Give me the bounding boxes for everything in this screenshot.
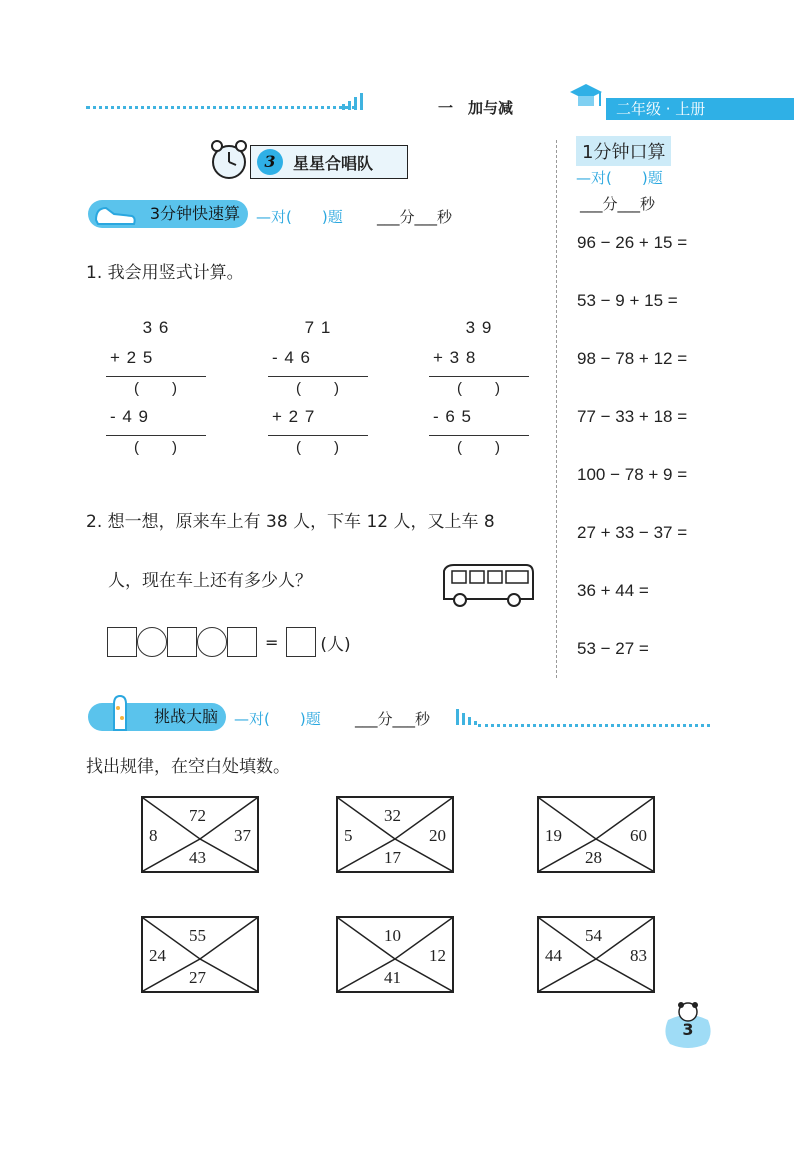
envelope-puzzle — [141, 796, 259, 873]
envelope-left: 44 — [545, 946, 562, 965]
mental-item: 53 − 9 + 15 = — [577, 291, 678, 310]
graduation-cap-icon — [566, 80, 606, 116]
number-box[interactable] — [107, 627, 137, 657]
quick-section-time: ___分___秒 — [377, 208, 453, 226]
q2-line1: 2. 想一想，原来车上有 38 人，下车 12 人，又上车 8 — [86, 512, 495, 532]
challenge-bars-icon — [454, 707, 478, 727]
envelope-right: 20 — [429, 826, 446, 845]
answer-blank[interactable]: ( ) — [134, 439, 178, 456]
envelope-puzzle — [336, 796, 454, 873]
envelope-top: 32 — [384, 806, 401, 825]
envelope-bottom: 28 — [585, 848, 602, 867]
challenge-dotted-line — [478, 724, 710, 727]
equation-blanks — [107, 627, 351, 657]
envelope-bottom: 41 — [384, 968, 401, 987]
mental-item: 98 − 78 + 12 = — [577, 349, 688, 368]
operator-circle[interactable] — [197, 627, 227, 657]
challenge-instruction: 找出规律，在空白处填数。 — [86, 757, 290, 777]
envelope-top: 10 — [384, 926, 401, 945]
mental-time: ___分___秒 — [580, 195, 656, 213]
challenge-score: —对( )题 — [234, 710, 321, 728]
bus-icon — [440, 563, 536, 609]
q1-text: 1. 我会用竖式计算。 — [86, 263, 244, 283]
answer-blank[interactable]: ( ) — [296, 439, 340, 456]
envelope-top: 54 — [585, 926, 602, 945]
grade-tab: 二年级 · 上册 — [606, 98, 794, 120]
envelope-bottom: 27 — [189, 968, 206, 987]
problem-operation: + 2 7 — [272, 407, 316, 426]
envelope-right: 83 — [630, 946, 647, 965]
chapter-title: 一 加与减 — [438, 99, 514, 117]
equals-sign: = — [265, 632, 279, 652]
vertical-problem-3 — [429, 318, 529, 457]
mental-title: 1分钟口算 — [576, 136, 671, 166]
problem-operand: 3 6 — [142, 318, 170, 337]
shoe-icon — [92, 194, 138, 230]
envelope-bottom: 43 — [189, 848, 206, 867]
quick-section-score: —对( )题 — [256, 208, 343, 226]
lesson-title: 星星合唱队 — [293, 153, 374, 173]
alarm-clock-icon — [208, 138, 250, 182]
challenge-title: 挑战大脑 — [153, 707, 218, 726]
answer-blank[interactable]: ( ) — [457, 380, 501, 397]
operator-circle[interactable] — [137, 627, 167, 657]
problem-operation: + 2 5 — [110, 348, 154, 367]
challenge-time: ___分___秒 — [355, 710, 431, 728]
header-dotted-line — [86, 106, 356, 109]
problem-operand: 3 9 — [465, 318, 493, 337]
envelope-top: 72 — [189, 806, 206, 825]
answer-box[interactable] — [286, 627, 316, 657]
header-bars-icon — [340, 92, 364, 110]
envelope-left: 24 — [149, 946, 166, 965]
envelope-top: 55 — [189, 926, 206, 945]
number-box[interactable] — [167, 627, 197, 657]
answer-blank[interactable]: ( ) — [296, 380, 340, 397]
envelope-right: 12 — [429, 946, 446, 965]
answer-blank[interactable]: ( ) — [457, 439, 501, 456]
mental-item: 96 − 26 + 15 = — [577, 233, 688, 252]
envelope-left: 5 — [344, 826, 353, 845]
envelope-puzzle — [537, 916, 655, 993]
mental-item: 36 + 44 = — [577, 581, 649, 600]
quick-section-title: 3分钟快速算 — [149, 204, 240, 223]
number-box[interactable] — [227, 627, 257, 657]
q2-line2: 人，现在车上还有多少人？ — [108, 571, 312, 591]
mental-item: 77 − 33 + 18 = — [577, 407, 688, 426]
envelope-left: 8 — [149, 826, 158, 845]
giraffe-icon — [100, 692, 140, 732]
mental-score: —对( )题 — [576, 169, 663, 187]
problem-operand: 7 1 — [304, 318, 332, 337]
problem-operation: - 4 9 — [110, 407, 150, 426]
page-number: 3 — [682, 1020, 694, 1039]
envelope-left: 19 — [545, 826, 562, 845]
lesson-title-box — [250, 145, 408, 179]
unit-label: (人) — [320, 634, 351, 655]
column-divider — [556, 140, 557, 678]
problem-operation: + 3 8 — [433, 348, 477, 367]
problem-operation: - 6 5 — [433, 407, 473, 426]
mental-item: 27 + 33 − 37 = — [577, 523, 688, 542]
mental-item: 100 − 78 + 9 = — [577, 465, 688, 484]
envelope-right: 37 — [234, 826, 251, 845]
answer-blank[interactable]: ( ) — [134, 380, 178, 397]
mental-item: 53 − 27 = — [577, 639, 649, 658]
vertical-problem-2 — [268, 318, 368, 457]
envelope-puzzle — [537, 796, 655, 873]
envelope-bottom: 17 — [384, 848, 401, 867]
envelope-puzzle — [336, 916, 454, 993]
envelope-right: 60 — [630, 826, 647, 845]
lesson-number: 3 — [257, 149, 283, 175]
problem-operation: - 4 6 — [272, 348, 312, 367]
vertical-problem-1 — [106, 318, 206, 457]
envelope-puzzle — [141, 916, 259, 993]
